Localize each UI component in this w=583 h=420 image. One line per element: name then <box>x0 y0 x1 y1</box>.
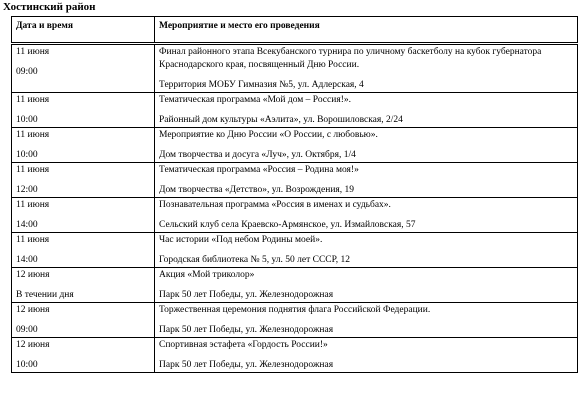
table-row <box>12 93 578 128</box>
event-title: Торжественная церемония поднятия флага Российской Федерации. <box>159 305 431 315</box>
event-title: Тематическая программа «Россия – Родина моя!» <box>159 165 359 175</box>
table-row <box>12 303 578 338</box>
event-place: Парк 50 лет Победы, ул. Железнодорожная <box>159 325 334 335</box>
event-date: 12 июня <box>16 340 50 350</box>
event-place: Дом творчества «Детство», ул. Возрождения, 19 <box>159 185 355 195</box>
date-cell <box>12 268 155 303</box>
event-date: 11 июня <box>16 165 50 175</box>
event-title: Акция «Мой триколор» <box>159 270 255 280</box>
event-time: 14:00 <box>16 255 38 265</box>
event-title: Тематическая программа «Мой дом – Россия!». <box>159 95 351 105</box>
event-cell <box>155 233 578 268</box>
table-row <box>12 163 578 198</box>
date-cell <box>12 44 155 93</box>
event-time: 09:00 <box>16 67 38 77</box>
event-time: 10:00 <box>16 115 38 125</box>
table-row <box>12 268 578 303</box>
event-place: Районный дом культуры «Аэлита», ул. Ворошиловская, 2/24 <box>159 115 403 125</box>
table-row <box>12 128 578 163</box>
event-date: 11 июня <box>16 235 50 245</box>
date-cell <box>12 128 155 163</box>
date-column-header: Дата и время <box>12 17 155 44</box>
table-row <box>12 198 578 233</box>
event-place: Территория МОБУ Гимназия №5, ул. Адлерская, 4 <box>159 80 364 90</box>
event-cell <box>155 268 578 303</box>
date-cell <box>12 338 155 373</box>
event-date: 11 июня <box>16 130 50 140</box>
event-time: 09:00 <box>16 325 38 335</box>
table-row <box>12 44 578 93</box>
date-cell <box>12 163 155 198</box>
event-cell <box>155 128 578 163</box>
date-cell <box>12 198 155 233</box>
event-cell <box>155 93 578 128</box>
event-place: Парк 50 лет Победы, ул. Железнодорожная <box>159 290 334 300</box>
event-cell <box>155 303 578 338</box>
event-place: Дом творчества и досуга «Луч», ул. Октября, 1/4 <box>159 150 356 160</box>
event-time: 14:00 <box>16 220 38 230</box>
district-heading: Хостинский район <box>3 1 96 13</box>
table-row <box>12 338 578 373</box>
event-cell <box>155 198 578 233</box>
event-cell <box>155 338 578 373</box>
event-title: Познавательная программа «Россия в именах и судьбах». <box>159 200 391 210</box>
event-date: 11 июня <box>16 47 50 57</box>
event-title: Финал районного этапа Всекубанского турнира по уличному баскетболу на кубок губернатора Краснодарского края, посвященный Дню России. <box>159 47 542 70</box>
event-date: 12 июня <box>16 305 50 315</box>
date-cell <box>12 303 155 338</box>
event-date: 11 июня <box>16 95 50 105</box>
event-date: 12 июня <box>16 270 50 280</box>
table-body <box>12 44 578 373</box>
date-cell <box>12 93 155 128</box>
table-header <box>12 17 578 44</box>
event-place: Сельский клуб села Краевско-Армянское, ул. Измайловская, 57 <box>159 220 416 230</box>
event-place: Городская библиотека № 5, ул. 50 лет СССР, 12 <box>159 255 350 265</box>
event-cell <box>155 44 578 93</box>
table-row <box>12 233 578 268</box>
date-cell <box>12 233 155 268</box>
event-date: 11 июня <box>16 200 50 210</box>
event-time: 10:00 <box>16 360 38 370</box>
event-cell <box>155 163 578 198</box>
event-place: Парк 50 лет Победы, ул. Железнодорожная <box>159 360 334 370</box>
event-title: Спортивная эстафета «Гордость России!» <box>159 340 328 350</box>
event-time: 10:00 <box>16 150 38 160</box>
event-title: Час истории «Под небом Родины моей». <box>159 235 323 245</box>
event-time: В течении дня <box>16 290 74 300</box>
schedule-table <box>11 16 578 373</box>
event-column-header: Мероприятие и место его проведения <box>155 17 578 44</box>
event-title: Мероприятие ко Дню России «О России, с любовью». <box>159 130 378 140</box>
event-time: 12:00 <box>16 185 38 195</box>
